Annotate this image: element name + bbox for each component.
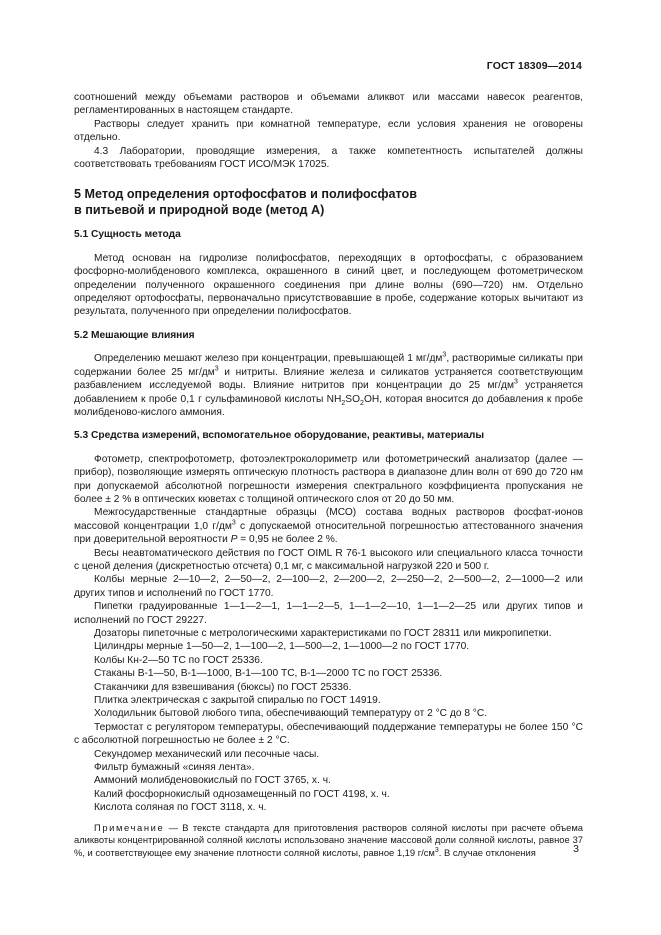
equipment-beakers: Стаканы В-1—50, В-1—1000, В-1—100 ТС, В-1—2000 ТС по ГОСТ 25336.	[94, 668, 443, 680]
equipment-photometer: Фотометр, спектрофотометр, фотоэлектроколориметр или фотометрический анализатор (далее — прибор), позволяющие измерять оптическую плотность раствора в диапазоне длин волн от 690 до 720 нм при допускаемой абсолютной погрешности измерения спектрального коэффициента пропускания не более ± 2 % в оптических кюветах с толщиной оптического слоя от 20 до 50 мм.	[74, 453, 583, 505]
subsection-5-1-paragraph: Метод основан на гидролизе полифосфатов, переходящих в ортофосфаты, с образованием фосфорно-молибденового комплекса, окрашенного в синий цвет, и последующем фотометрическом определении полученного окрашенного соединения при длине волны (690—720) нм. Отдельно определяют ортофосфаты, первоначально присутствовавшие в пробе, содержание которых вычитают из результата, полученного при определении полифосфатов.	[74, 252, 583, 318]
equipment-dispensers: Дозаторы пипеточные с метрологическими характеристиками по ГОСТ 28311 или микропипетки.	[94, 628, 552, 639]
reagent-potassium-phosphate: Калий фосфорнокислый однозамещенный по ГОСТ 4198, х. ч.	[94, 788, 390, 800]
equipment-volumetric-flasks: Колбы мерные 2—10—2, 2—50—2, 2—100—2, 2—200—2, 2—250—2, 2—500—2, 2—1000—2 или других типов и исполнений по ГОСТ 1770.	[74, 574, 583, 599]
note-paragraph: Примечание — В тексте стандарта для приготовления растворов соляной кислоты при расчете объема аликвоты концентрированной соляной кислоты использовано значение массовой доли соляной кислоты, равное 37 %, и соответствующее ему значение плотности соляной кислоты, равное 1,19 $г/см^3$. В случае отклонения	[74, 821, 583, 858]
equipment-hot-plate: Плитка электрическая с закрытой спиралью по ГОСТ 14919.	[94, 695, 381, 707]
equipment-reference-samples: Межгосударственные стандартные образцы (МСО) состава водных растворов фосфат-ионов массовой концентрации 1,0 $г/дм^3$ с допускаемой относительной погрешностью аттестованного значения при доверительной вероятности P = 0,95 не более 2 %.	[74, 507, 583, 546]
subsection-5-1-title: 5.1 Сущность метода	[74, 229, 181, 241]
subsection-5-2-title: 5.2 Мешающие влияния	[74, 329, 195, 341]
intro-paragraph-2: Растворы следует хранить при комнатной температуре, если условия хранения не оговорены отдельно.	[74, 118, 583, 144]
equipment-cylinders: Цилиндры мерные 1—50—2, 1—100—2, 1—500—2, 1—1000—2 по ГОСТ 1770.	[94, 641, 470, 653]
note-label: Примечание	[94, 821, 165, 833]
section-5-title-line-1: 5 Метод определения ортофосфатов и полифосфатов	[74, 187, 417, 202]
equipment-conical-flasks: Колбы Кн-2—50 ТС по ГОСТ 25336.	[94, 654, 263, 666]
equipment-thermostat: Термостат с регулятором температуры, обеспечивающий поддержание температуры не более 150 °С с абсолютной погрешностью не более ± 2 °С.	[74, 721, 583, 747]
section-5-heading	[74, 186, 583, 218]
intro-paragraph-3: 4.3 Лаборатории, проводящие измерения, а также компетентность испытателей должны соответствовать требованиям ГОСТ ИСО/МЭК 17025.	[74, 145, 583, 171]
equipment-refrigerator: Холодильник бытовой любого типа, обеспечивающий температуру от 2 °С до 8 °С.	[94, 708, 488, 720]
equipment-stopwatch: Секундомер механический или песочные часы.	[94, 748, 320, 760]
page-content	[74, 91, 583, 859]
equipment-filter: Фильтр бумажный «синяя лента».	[94, 762, 255, 774]
intro-paragraph-1: соотношений между объемами растворов и объемами аликвот или массами навесок реагентов, регламентированных в настоящем стандарте.	[74, 92, 583, 117]
subsection-5-2-paragraph: Определению мешают железо при концентрации, превышающей 1 $мг/дм^3$, растворимые силикаты при содержании более 25 $мг/дм^3$ и нитриты. Влияние железа и силикатов устраняется соответствующим разбавлением исследуемой воды. Влияние нитритов при концентрации до 25 $мг/дм^3$ устраняется добавлением к пробе 0,1 г сульфаминовой кислоты $NH_2SO_2OH$, которая вносится до добавления к пробе молибденово-кислого аммония.	[74, 351, 583, 418]
equipment-scales: Весы неавтоматического действия по ГОСТ OIML R 76-1 высокого или специального класса точности с ценой деления (дискретностью отсчета) 0,1 мг, с максимальной нагрузкой 220 и 500 г.	[74, 547, 583, 572]
reagent-hydrochloric-acid: Кислота соляная по ГОСТ 3118, х. ч.	[94, 802, 267, 814]
section-5-title-line-2: в питьевой и природной воде (метод А)	[74, 203, 325, 218]
standard-code-header: ГОСТ 18309—2014	[486, 60, 582, 72]
equipment-weighing-bottles: Стаканчики для взвешивания (бюксы) по ГОСТ 25336.	[94, 681, 352, 693]
subsection-5-3-title: 5.3 Средства измерений, вспомогательное оборудование, реактивы, материалы	[74, 430, 485, 442]
equipment-pipettes: Пипетки градуированные 1—1—2—1, 1—1—2—5, 1—1—2—10, 1—1—2—25 или других типов и исполнений по ГОСТ 29227.	[74, 601, 583, 626]
reagent-ammonium-molybdate: Аммоний молибденовокислый по ГОСТ 3765, х. ч.	[94, 775, 331, 787]
page-number: 3	[573, 843, 579, 855]
